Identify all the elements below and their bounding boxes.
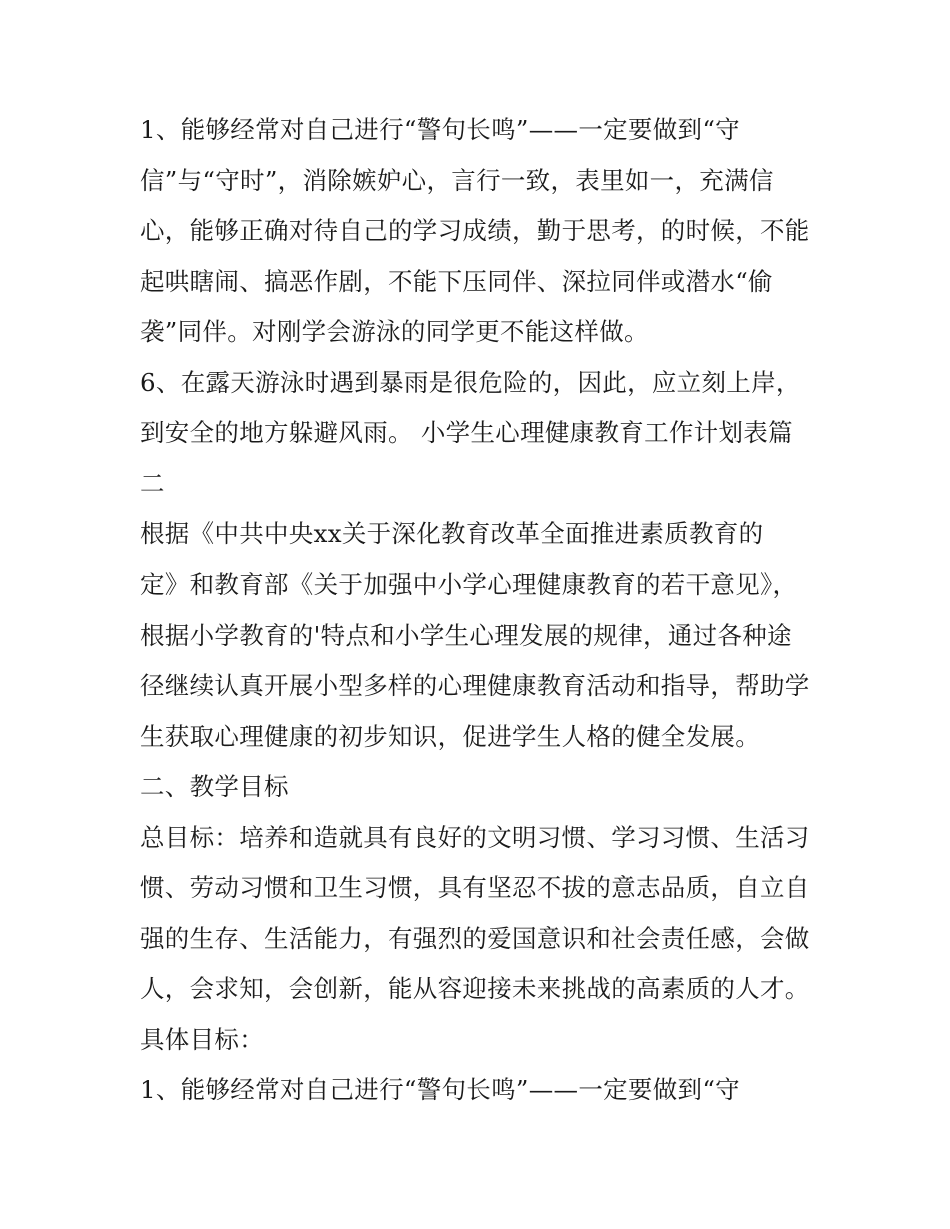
text-line-6: 6、在露天游泳时遇到暴雨是很危险的，因此，应立刻上岸， <box>140 368 801 397</box>
text-line-9: 根据《中共中央xx关于深化教育改革全面推进素质教育的 <box>140 519 764 548</box>
text-line-4: 起哄瞎闹、搞恶作剧，不能下压同伴、深拉同伴或潜水“偷 <box>140 267 773 296</box>
text-line-18: 人，会求知，会创新，能从容迎接未来挑战的高素质的人才。 <box>140 974 810 1003</box>
text-line-20: 1、能够经常对自己进行“警句长鸣”——一定要做到“守 <box>140 1075 740 1104</box>
text-line-11: 根据小学教育的'特点和小学生心理发展的规律，通过各种途 <box>140 621 792 650</box>
text-line-8: 二 <box>140 469 165 498</box>
text-line-17: 强的生存、生活能力，有强烈的爱国意识和社会责任感，会做 <box>140 924 810 953</box>
text-line-5: 袭”同伴。对刚学会游泳的同学更不能这样做。 <box>140 317 649 346</box>
text-line-7: 到安全的地方躲避风雨。 小学生心理健康教育工作计划表篇 <box>140 418 793 447</box>
text-line-1: 1、能够经常对自己进行“警句长鸣”——一定要做到“守 <box>140 115 740 144</box>
text-line-12: 径继续认真开展小型多样的心理健康教育活动和指导，帮助学 <box>140 671 810 700</box>
text-line-3: 心，能够正确对待自己的学习成绩，勤于思考，的时候，不能 <box>140 216 810 245</box>
text-line-19: 具体目标： <box>140 1025 264 1054</box>
section-heading: 二、教学目标 <box>140 772 289 801</box>
text-line-16: 惯、劳动习惯和卫生习惯，具有坚忍不拔的意志品质，自立自 <box>140 873 810 902</box>
text-line-15: 总目标：培养和造就具有良好的文明习惯、学习习惯、生活习 <box>140 823 810 852</box>
text-line-13: 生获取心理健康的初步知识，促进学生人格的健全发展。 <box>140 722 760 751</box>
text-line-10: 定》和教育部《关于加强中小学心理健康教育的若干意见》， <box>140 570 798 599</box>
text-line-2: 信”与“守时”，消除嫉妒心，言行一致，表里如一，充满信 <box>140 166 774 195</box>
